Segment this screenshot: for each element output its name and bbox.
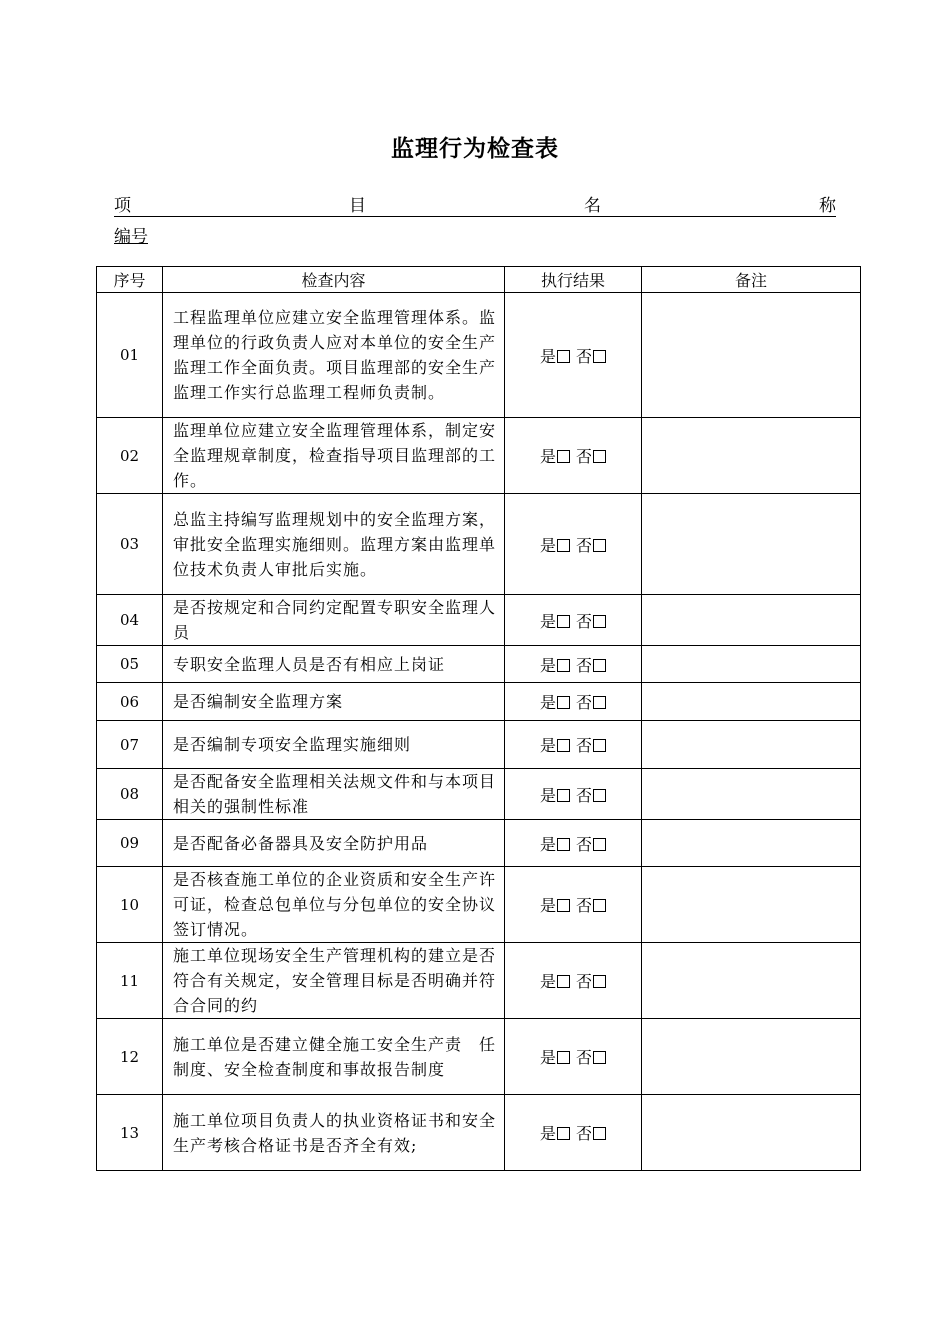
checkbox-icon[interactable] xyxy=(557,739,570,752)
yes-option[interactable] xyxy=(540,690,570,713)
checkbox-icon[interactable] xyxy=(593,1051,606,1064)
yes-option[interactable] xyxy=(540,893,570,916)
project-name-field xyxy=(114,196,836,217)
row-seq: 13 xyxy=(97,1095,163,1171)
checkbox-icon[interactable] xyxy=(593,975,606,988)
row-seq: 05 xyxy=(97,646,163,683)
row-note[interactable] xyxy=(642,721,861,769)
row-result xyxy=(505,595,642,646)
no-label: 否 xyxy=(576,972,593,991)
no-label: 否 xyxy=(576,785,593,805)
row-content: 工程监理单位应建立安全监理管理体系。监理单位的行政负责人应对本单位的安全生产监理工作全面负责。项目监理部的安全生产监理工作实行总监理工程师负责制。 xyxy=(163,293,505,418)
header-result: 执行结果 xyxy=(505,267,642,293)
checkbox-icon[interactable] xyxy=(593,350,606,363)
yes-label: 是 xyxy=(539,655,556,675)
row-result xyxy=(505,683,642,721)
checkbox-icon[interactable] xyxy=(557,1051,570,1064)
row-seq: 07 xyxy=(97,721,163,769)
table-header-row xyxy=(97,267,861,293)
row-seq: 06 xyxy=(97,683,163,721)
row-note[interactable] xyxy=(642,1095,861,1171)
row-content: 施工单位项目负责人的执业资格证书和安全生产考核合格证书是否齐全有效; xyxy=(163,1095,505,1171)
row-content: 施工单位现场安全生产管理机构的建立是否符合有关规定，安全管理目标是否明确并符合合同的约 xyxy=(163,943,505,1019)
no-label: 否 xyxy=(576,834,593,854)
row-seq: 12 xyxy=(97,1019,163,1095)
row-seq: 11 xyxy=(97,943,163,1019)
yes-label: 是 xyxy=(539,611,556,631)
checkbox-icon[interactable] xyxy=(557,450,570,463)
header-content: 检查内容 xyxy=(163,267,505,293)
checkbox-icon[interactable] xyxy=(593,789,606,802)
row-seq: 09 xyxy=(97,820,163,867)
row-result xyxy=(505,1019,642,1095)
yes-option[interactable] xyxy=(540,783,570,806)
row-note[interactable] xyxy=(642,418,861,494)
project-label-char: 名 xyxy=(584,196,601,216)
row-result xyxy=(505,1095,642,1171)
row-content: 专职安全监理人员是否有相应上岗证 xyxy=(163,646,505,683)
yes-label: 是 xyxy=(539,447,556,466)
no-option[interactable] xyxy=(576,690,606,713)
yes-option[interactable] xyxy=(540,533,570,556)
checkbox-icon[interactable] xyxy=(557,899,570,912)
no-option[interactable] xyxy=(576,344,606,367)
checkbox-icon[interactable] xyxy=(593,696,606,709)
row-content: 是否配备必备器具及安全防护用品 xyxy=(163,820,505,867)
table-row xyxy=(97,293,861,418)
row-note[interactable] xyxy=(642,820,861,867)
row-result xyxy=(505,867,642,943)
row-content: 施工单位是否建立健全施工安全生产责 任制度、安全检查制度和事故报告制度 xyxy=(163,1019,505,1095)
no-label: 否 xyxy=(576,611,593,631)
no-label: 否 xyxy=(576,693,593,712)
no-label: 否 xyxy=(576,655,593,675)
project-label-char: 目 xyxy=(349,196,366,216)
row-note[interactable] xyxy=(642,1019,861,1095)
checkbox-icon[interactable] xyxy=(593,615,606,628)
no-option[interactable] xyxy=(576,832,606,855)
yes-label: 是 xyxy=(539,1048,556,1067)
row-result xyxy=(505,769,642,820)
table-row xyxy=(97,646,861,683)
row-content: 总监主持编写监理规划中的安全监理方案，审批安全监理实施细则。监理方案由监理单位技术负责人审批后实施。 xyxy=(163,494,505,595)
no-option[interactable] xyxy=(576,1045,606,1068)
no-option[interactable] xyxy=(576,653,606,676)
yes-label: 是 xyxy=(539,535,556,555)
yes-option[interactable] xyxy=(540,653,570,676)
table-row xyxy=(97,820,861,867)
no-option[interactable] xyxy=(576,533,606,556)
table-row xyxy=(97,943,861,1019)
yes-option[interactable] xyxy=(540,609,570,632)
row-content: 监理单位应建立安全监理管理体系，制定安全监理规章制度，检查指导项目监理部的工作。 xyxy=(163,418,505,494)
no-label: 否 xyxy=(576,346,593,366)
table-row xyxy=(97,595,861,646)
no-option[interactable] xyxy=(576,444,606,467)
row-note[interactable] xyxy=(642,943,861,1019)
yes-option[interactable] xyxy=(540,733,570,756)
no-option[interactable] xyxy=(576,609,606,632)
yes-label: 是 xyxy=(539,693,556,712)
yes-option[interactable] xyxy=(540,832,570,855)
code-label: 编号 xyxy=(114,227,148,247)
yes-option[interactable] xyxy=(540,444,570,467)
no-option[interactable] xyxy=(576,783,606,806)
project-label-char: 项 xyxy=(114,196,131,216)
yes-option[interactable] xyxy=(540,344,570,367)
header-seq: 序号 xyxy=(97,267,163,293)
yes-label: 是 xyxy=(539,346,556,366)
row-seq: 08 xyxy=(97,769,163,820)
checkbox-icon[interactable] xyxy=(557,1127,570,1140)
no-option[interactable] xyxy=(576,893,606,916)
no-option[interactable] xyxy=(576,1121,606,1144)
checkbox-icon[interactable] xyxy=(557,789,570,802)
yes-label: 是 xyxy=(539,736,556,755)
row-content: 是否按规定和合同约定配置专职安全监理人员 xyxy=(163,595,505,646)
row-note[interactable] xyxy=(642,646,861,683)
row-content: 是否配备安全监理相关法规文件和与本项目相关的强制性标准 xyxy=(163,769,505,820)
checkbox-icon[interactable] xyxy=(593,539,606,552)
no-label: 否 xyxy=(576,1124,593,1143)
table-row xyxy=(97,867,861,943)
row-result xyxy=(505,721,642,769)
row-result xyxy=(505,820,642,867)
no-label: 否 xyxy=(576,1048,593,1067)
no-label: 否 xyxy=(576,736,593,755)
row-seq: 01 xyxy=(97,293,163,418)
row-result xyxy=(505,943,642,1019)
checkbox-icon[interactable] xyxy=(593,659,606,672)
row-result xyxy=(505,293,642,418)
inspection-table xyxy=(96,266,861,1171)
table-row xyxy=(97,683,861,721)
checkbox-icon[interactable] xyxy=(557,838,570,851)
no-option[interactable] xyxy=(576,969,606,992)
checkbox-icon[interactable] xyxy=(593,739,606,752)
yes-label: 是 xyxy=(539,834,556,854)
checkbox-icon[interactable] xyxy=(593,838,606,851)
yes-option[interactable] xyxy=(540,1045,570,1068)
row-note[interactable] xyxy=(642,494,861,595)
row-note[interactable] xyxy=(642,769,861,820)
row-result xyxy=(505,646,642,683)
table-row xyxy=(97,769,861,820)
row-seq: 03 xyxy=(97,494,163,595)
checkbox-icon[interactable] xyxy=(557,696,570,709)
yes-option[interactable] xyxy=(540,1121,570,1144)
project-label-char: 称 xyxy=(819,196,836,216)
row-content: 是否核查施工单位的企业资质和安全生产许可证，检查总包单位与分包单位的安全协议签订情况。 xyxy=(163,867,505,943)
yes-label: 是 xyxy=(539,785,556,805)
row-note[interactable] xyxy=(642,683,861,721)
row-seq: 10 xyxy=(97,867,163,943)
table-row xyxy=(97,494,861,595)
row-seq: 04 xyxy=(97,595,163,646)
checkbox-icon[interactable] xyxy=(557,615,570,628)
yes-option[interactable] xyxy=(540,969,570,992)
row-seq: 02 xyxy=(97,418,163,494)
checkbox-icon[interactable] xyxy=(557,659,570,672)
row-content: 是否编制安全监理方案 xyxy=(163,683,505,721)
header-note: 备注 xyxy=(642,267,861,293)
checkbox-icon[interactable] xyxy=(557,350,570,363)
checkbox-icon[interactable] xyxy=(557,975,570,988)
yes-label: 是 xyxy=(539,1124,556,1143)
checkbox-icon[interactable] xyxy=(593,450,606,463)
no-option[interactable] xyxy=(576,733,606,756)
page-title: 监理行为检查表 xyxy=(391,135,559,162)
no-label: 否 xyxy=(576,896,593,915)
row-content: 是否编制专项安全监理实施细则 xyxy=(163,721,505,769)
yes-label: 是 xyxy=(539,896,556,915)
checkbox-icon[interactable] xyxy=(557,539,570,552)
yes-label: 是 xyxy=(539,972,556,991)
row-result xyxy=(505,494,642,595)
table-row xyxy=(97,721,861,769)
row-note[interactable] xyxy=(642,867,861,943)
row-result xyxy=(505,418,642,494)
no-label: 否 xyxy=(576,447,593,466)
checkbox-icon[interactable] xyxy=(593,899,606,912)
checkbox-icon[interactable] xyxy=(593,1127,606,1140)
table-row xyxy=(97,418,861,494)
row-note[interactable] xyxy=(642,595,861,646)
no-label: 否 xyxy=(576,535,593,555)
table-row xyxy=(97,1095,861,1171)
row-note[interactable] xyxy=(642,293,861,418)
table-row xyxy=(97,1019,861,1095)
